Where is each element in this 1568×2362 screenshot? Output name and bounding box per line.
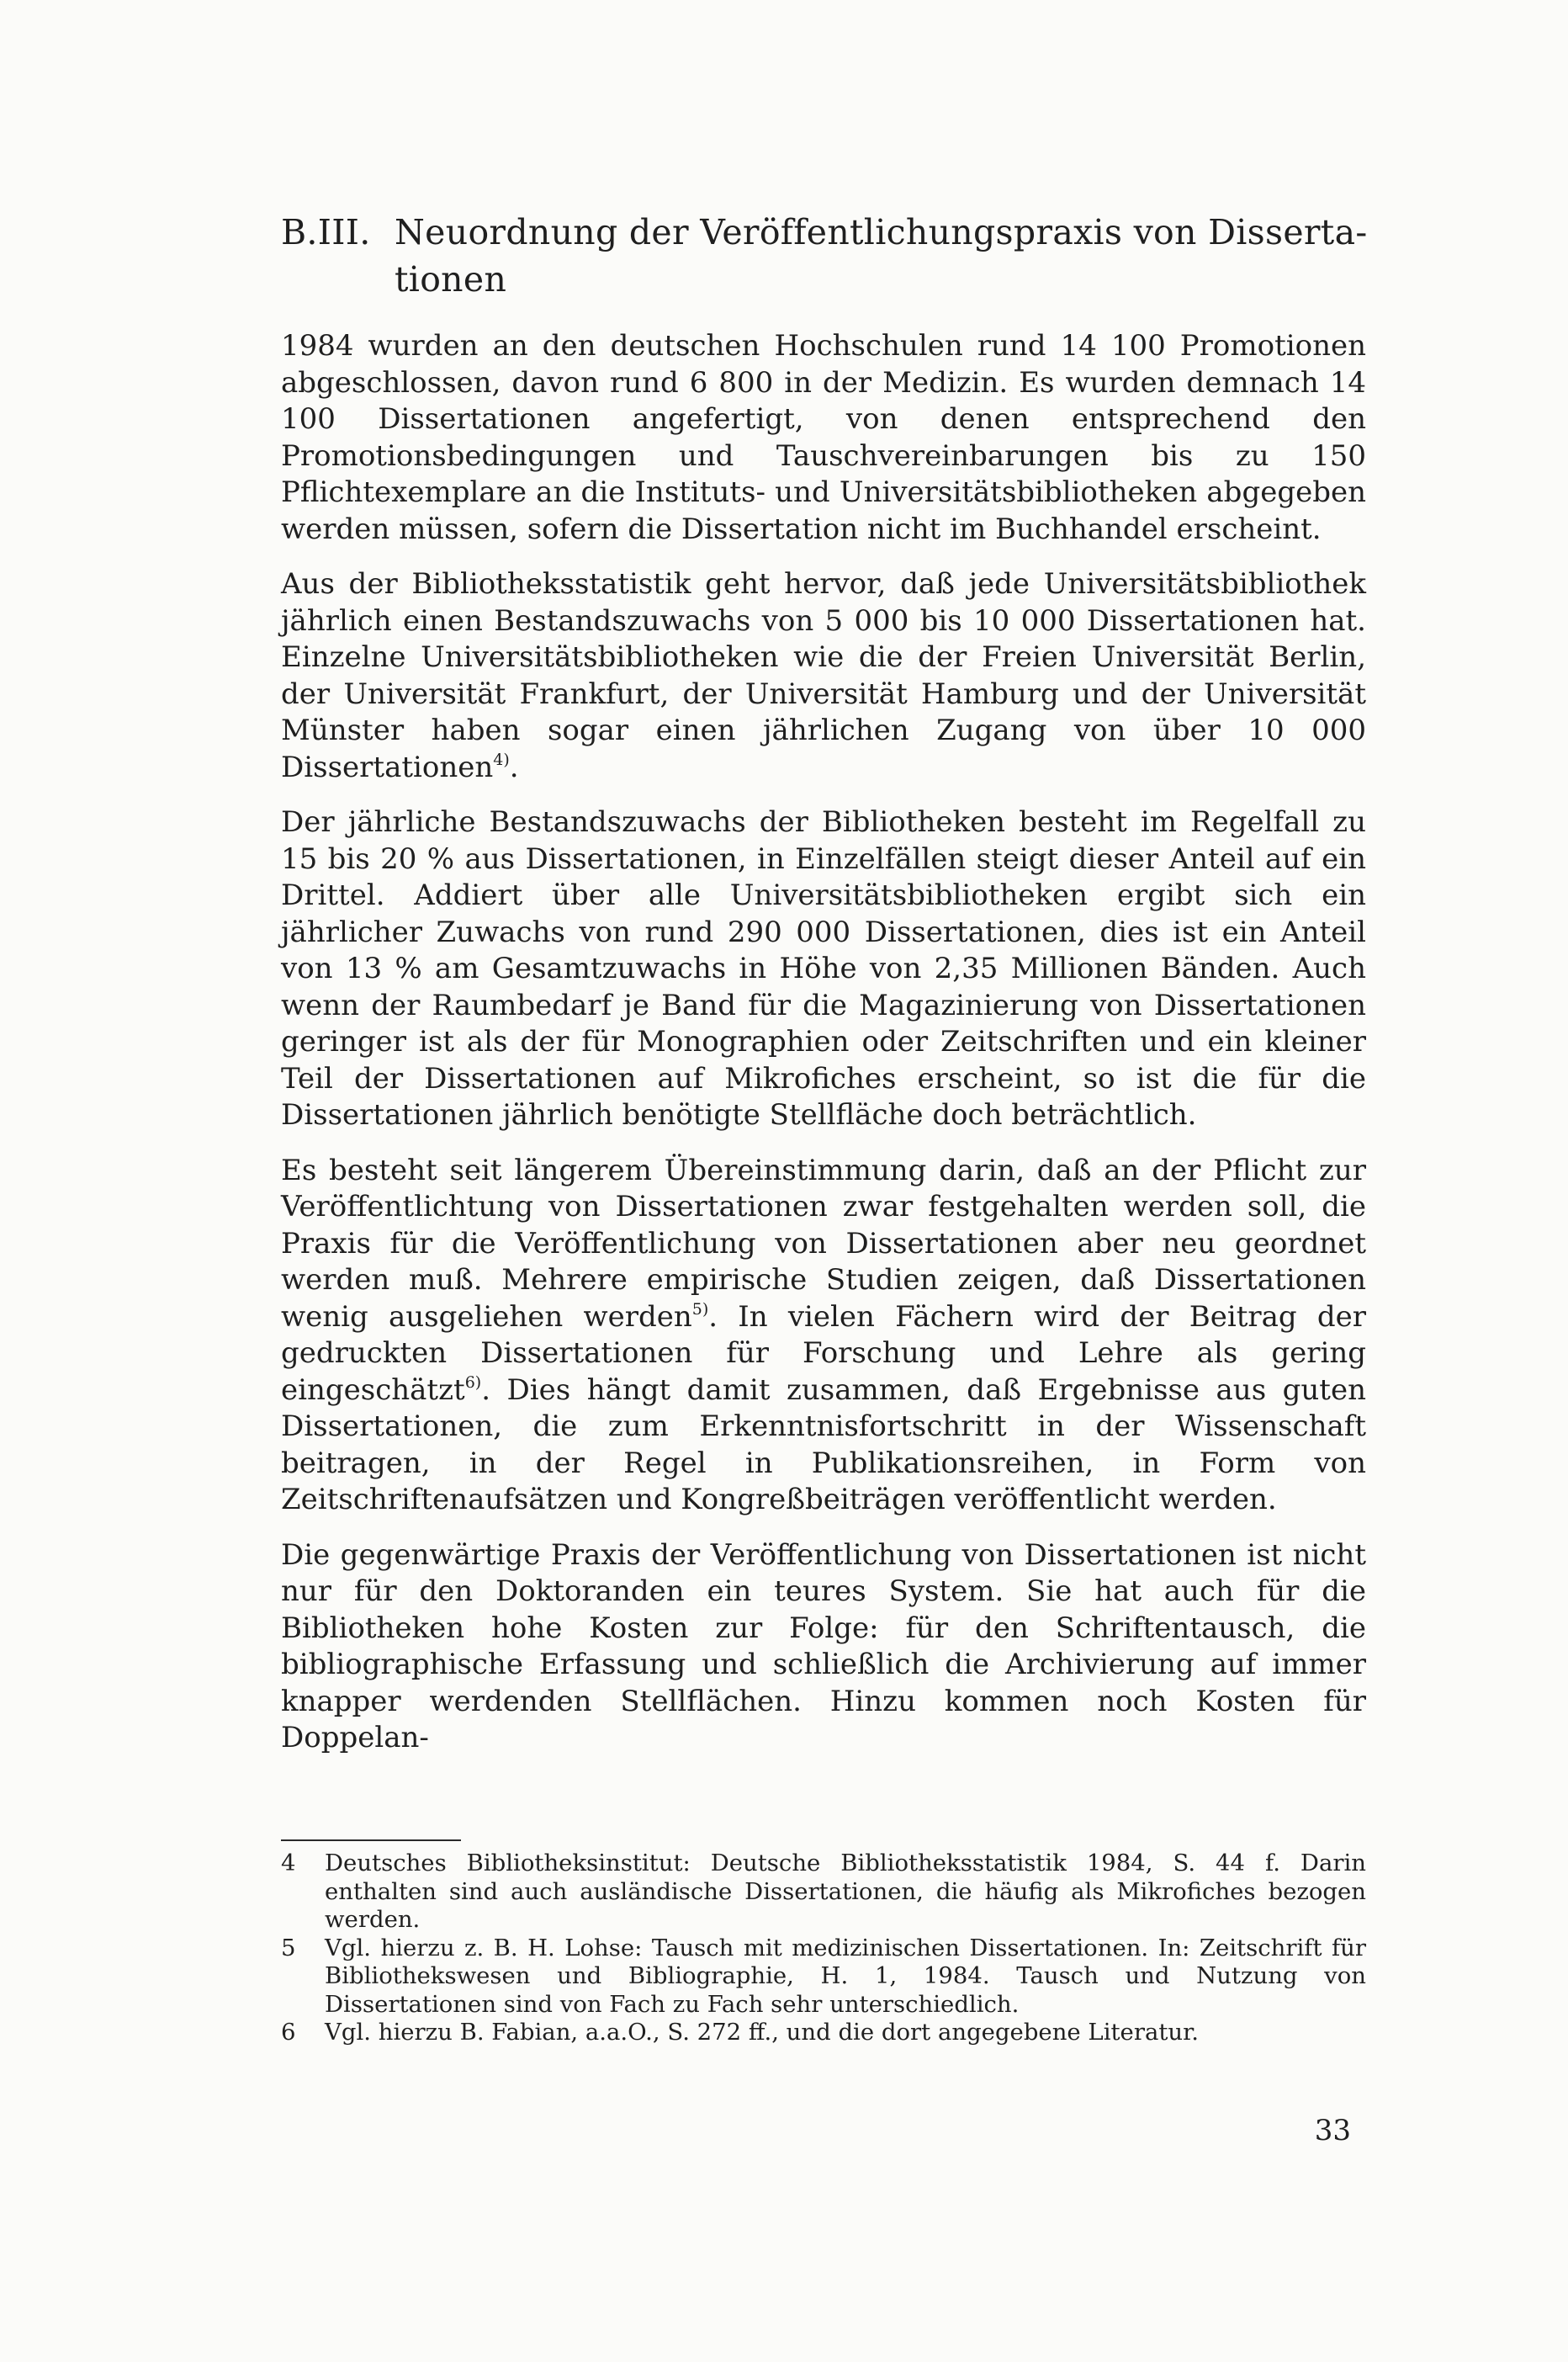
- paragraph-text: Der jährliche Bestandszuwachs der Bibliotheken besteht im Regelfall zu 15 bis 20 % aus Dissertationen, in Einzelfällen steigt dieser Anteil auf ein Drittel. Addiert über alle Universitätsbibliotheken ergibt sich ein jährlicher Zuwachs von rund 290 000 Dissertationen, dies ist ein Anteil von 13 % am Gesamtzuwachs in Höhe von 2,35 Millionen Bänden. Auch wenn der Raumbedarf je Band für die Magazinierung von Dissertationen geringer ist als der für Monographien oder Zeitschriften und ein kleiner Teil der Dissertationen auf Mikrofiches erscheint, so ist die für die Dissertationen jährlich benötigte Stellfläche doch beträchtlich.: [281, 805, 1366, 1132]
- footnote-text: Deutsches Bibliotheksinstitut: Deutsche Bibliotheksstatistik 1984, S. 44 f. Darin enthalten sind auch ausländische Dissertationen, die häufig als Mikrofiches bezogen werden.: [325, 1850, 1366, 1933]
- footnote-ref-6: 6): [464, 1372, 482, 1392]
- page-number: 33: [1314, 2114, 1351, 2147]
- footnote-ref-5: 5): [691, 1299, 709, 1319]
- footnote-text: Vgl. hierzu B. Fabian, a.a.O., S. 272 ff., und die dort angegebene Literatur.: [325, 2019, 1199, 2046]
- footnote-5: [281, 1935, 1366, 2020]
- paragraph-text-end: .: [509, 750, 519, 784]
- section-title-line-1: Neuordnung der Veröffentlichungspraxis von Disserta-: [395, 212, 1368, 252]
- footnote-number: 4: [281, 1850, 296, 1876]
- paragraph-text: Es besteht seit längerem Übereinstimmung darin, daß an der Pflicht zur Veröffentlichtung von Dissertationen zwar festgehalten werden soll, die Praxis für die Veröffentlichung von Dissertationen aber neu geordnet werden muß. Mehrere empirische Studien zeigen, daß Dissertationen wenig ausgeliehen werden: [281, 1153, 1366, 1334]
- paragraph-4: [281, 1153, 1366, 1519]
- paragraph-text: 1984 wurden an den deutschen Hochschulen rund 14 100 Promotionen abgeschlossen, davon rund 6 800 in der Medizin. Es wurden demnach 14 100 Dissertationen angefertigt, von denen entsprechend den Promotionsbedingungen und Tauschvereinbarungen bis zu 150 Pflichtexemplare an die Instituts- und Universitätsbibliotheken abgegeben werden müssen, sofern die Dissertation nicht im Buchhandel erscheint.: [281, 329, 1366, 546]
- section-heading: [281, 209, 1375, 303]
- paragraph-text: Die gegenwärtige Praxis der Veröffentlichung von Dissertationen ist nicht nur für den Doktoranden ein teures System. Sie hat auch für die Bibliotheken hohe Kosten zur Folge: für den Schriftentausch, die bibliographische Erfassung und schließlich die Archivierung auf immer knapper werdenden Stellflächen. Hinzu kommen noch Kosten für Doppelan-: [281, 1537, 1366, 1754]
- footnote-number: 6: [281, 2019, 296, 2046]
- footnote-text: Vgl. hierzu z. B. H. Lohse: Tausch mit medizinischen Dissertationen. In: Zeitschrift für Bibliothekswesen und Bibliographie, H. 1, 1984. Tausch und Nutzung von Dissertationen sind von Fach zu Fach sehr unterschiedlich.: [325, 1934, 1366, 2018]
- paragraph-text: Aus der Bibliotheksstatistik geht hervor, daß jede Universitätsbibliothek jährlich einen Bestandszuwachs von 5 000 bis 10 000 Dissertationen hat. Einzelne Universitätsbibliotheken wie die der Freien Universität Berlin, der Universität Frankfurt, der Universität Hamburg und der Universität Münster haben sogar einen jährlichen Zugang von über 10 000 Dissertationen: [281, 567, 1366, 784]
- footnote-number: 5: [281, 1934, 296, 1961]
- paragraph-2: [281, 566, 1366, 786]
- footnotes: [281, 1850, 1366, 2047]
- paragraph-3: [281, 804, 1366, 1134]
- footnote-4: [281, 1850, 1366, 1935]
- paragraph-5: [281, 1537, 1366, 1757]
- paragraph-text: . Dies hängt damit zusammen, daß Ergebnisse aus guten Dissertationen, die zum Erkenntnisfortschritt in der Wissenschaft beitragen, in der Regel in Publikationsreihen, in Form von Zeitschriftenaufsätzen und Kongreßbeiträgen veröffentlicht werden.: [281, 1372, 1366, 1516]
- footnote-ref-4: 4): [493, 750, 510, 769]
- section-title-line-2: tionen: [395, 259, 507, 300]
- section-number: B.III.: [281, 212, 371, 252]
- paragraph-text: . In vielen Fächern wird der Beitrag der gedruckten Dissertationen für Forschung und Lehre als gering eingeschätzt: [281, 1299, 1366, 1407]
- footnote-divider: [281, 1839, 461, 1841]
- footnote-6: [281, 2019, 1366, 2047]
- body-text: [281, 328, 1366, 1775]
- paragraph-1: [281, 328, 1366, 548]
